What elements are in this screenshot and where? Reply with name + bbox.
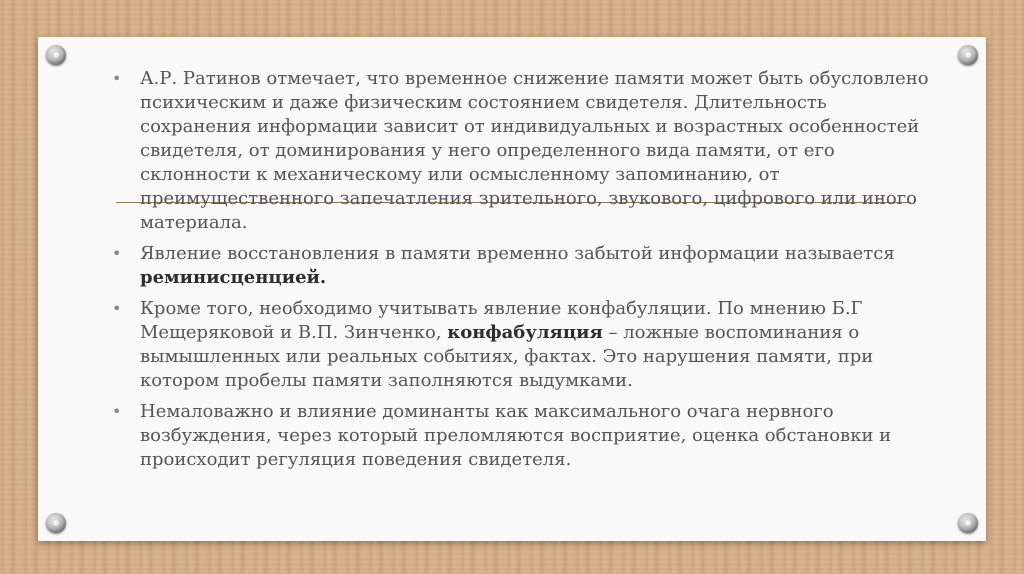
bullet-item-dominant (110, 400, 930, 472)
bullet-text: Явление восстановления в памяти временно забытой информации называется (140, 243, 895, 264)
bullet-dot-icon: • (112, 299, 122, 318)
pushpin-icon (46, 513, 66, 533)
pushpin-icon (46, 45, 66, 65)
slide-card (38, 37, 986, 541)
bullet-item-ratinov (110, 67, 930, 235)
bullet-text: Немаловажно и влияние доминанты как максимального очага нервного возбуждения, через который преломляются восприятие, оценка обстановки и происходит регуляция поведения свидетеля. (140, 401, 892, 470)
bullet-text: Кроме того, необходимо учитывать явление конфабуляции. По мнению Б.Г Мещеряковой и В.П. Зинченко, (140, 298, 863, 343)
bullet-item-confabulation (110, 297, 930, 393)
bold-term-reminiscence: реминисценцией. (140, 267, 327, 288)
bullet-dot-icon: • (112, 402, 122, 421)
bullet-list (110, 67, 930, 479)
bullet-text: А.Р. Ратинов отмечает, что временное снижение памяти может быть обусловлено психическим и даже физическим состоянием свидетеля. Длительность сохранения информации зависит от индивидуальных и возрастных особенностей свидетеля, от доминирования у него определенного вида памяти, от его склонности к механическому или осмысленному запоминанию, от преимущественного запечатления зрительного, звукового, цифрового или иного материала. (140, 68, 929, 233)
pushpin-icon (958, 513, 978, 533)
bold-term-confabulation: конфабуляция (447, 322, 603, 343)
pushpin-icon (958, 45, 978, 65)
bullet-item-reminiscence (110, 242, 930, 290)
bullet-text-continued: – ложные воспоминания о вымышленных или реальных событиях, фактах. Это нарушения памяти, при котором пробелы памяти заполняются выдумками. (140, 322, 874, 391)
bullet-dot-icon: • (112, 69, 122, 88)
bullet-dot-icon: • (112, 244, 122, 263)
